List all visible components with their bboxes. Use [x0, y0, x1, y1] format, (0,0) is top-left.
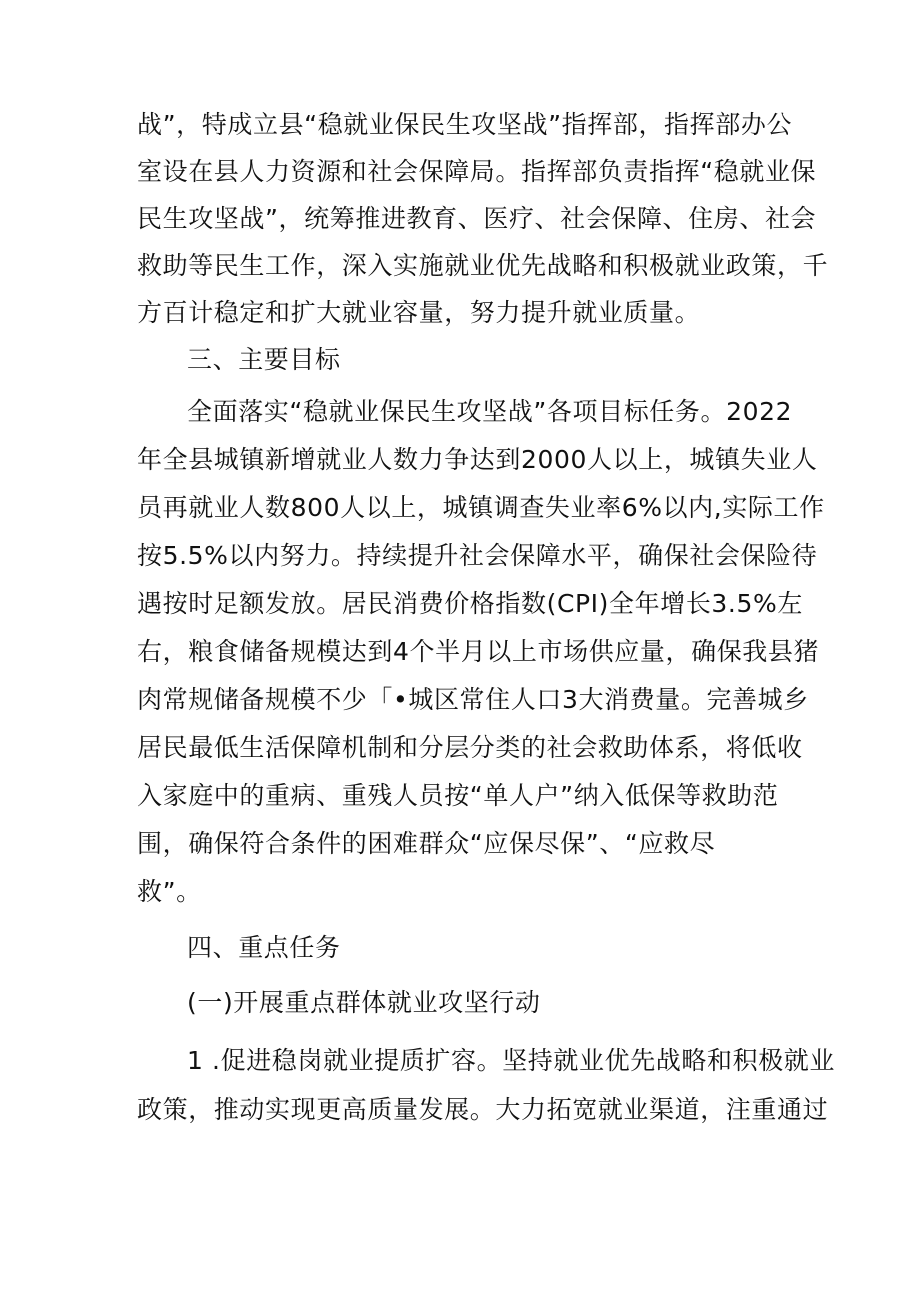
text-line: 民生攻坚战”，统筹推进教育、医疗、社会保障、住房、社会: [137, 204, 817, 233]
text-line: 右，粮食储备规模达到4个半月以上市场供应量，确保我县猪: [137, 637, 820, 666]
section-heading: 四、重点任务: [187, 933, 341, 962]
text-line: 年全县城镇新增就业人数力争达到2000人以上，城镇失业人: [137, 445, 818, 474]
text-line: 室设在县人力资源和社会保障局。指挥部负责指挥“稳就业保: [137, 157, 817, 186]
text-line: 政策，推动实现更高质量发展。大力拓宽就业渠道，注重通过: [137, 1095, 829, 1124]
text-line: 救”。: [137, 877, 202, 906]
subsection-heading: (一)开展重点群体就业攻坚行动: [187, 988, 541, 1017]
text-line: 1 .促进稳岗就业提质扩容。坚持就业优先战略和积极就业: [187, 1046, 836, 1075]
text-line: 全面落实“稳就业保民生攻坚战”各项目标任务。2022: [187, 397, 793, 426]
text-line: 救助等民生工作，深入实施就业优先战略和积极就业政策，千: [137, 251, 829, 280]
text-line: 遇按时足额发放。居民消费价格指数(CPI)全年增长3.5%左: [137, 589, 803, 618]
text-line: 员再就业人数800人以上，城镇调查失业率6%以内,实际工作: [137, 493, 825, 522]
text-line: 战”，特成立县“稳就业保民生攻坚战”指挥部，指挥部办公: [137, 110, 793, 139]
text-line: 围，确保符合条件的困难群众“应保尽保”、“应救尽: [137, 829, 716, 858]
section-heading: 三、主要目标: [187, 345, 341, 374]
text-line: 居民最低生活保障机制和分层分类的社会救助体系，将低收: [137, 733, 803, 762]
text-line: 按5.5%以内努力。持续提升社会保障水平，确保社会保险待: [137, 541, 818, 570]
text-line: 方百计稳定和扩大就业容量，努力提升就业质量。: [137, 298, 701, 327]
text-line: 肉常规储备规模不少「•城区常住人口3大消费量。完善城乡: [137, 685, 809, 714]
text-line: 入家庭中的重病、重残人员按“单人户”纳入低保等救助范: [137, 781, 779, 810]
